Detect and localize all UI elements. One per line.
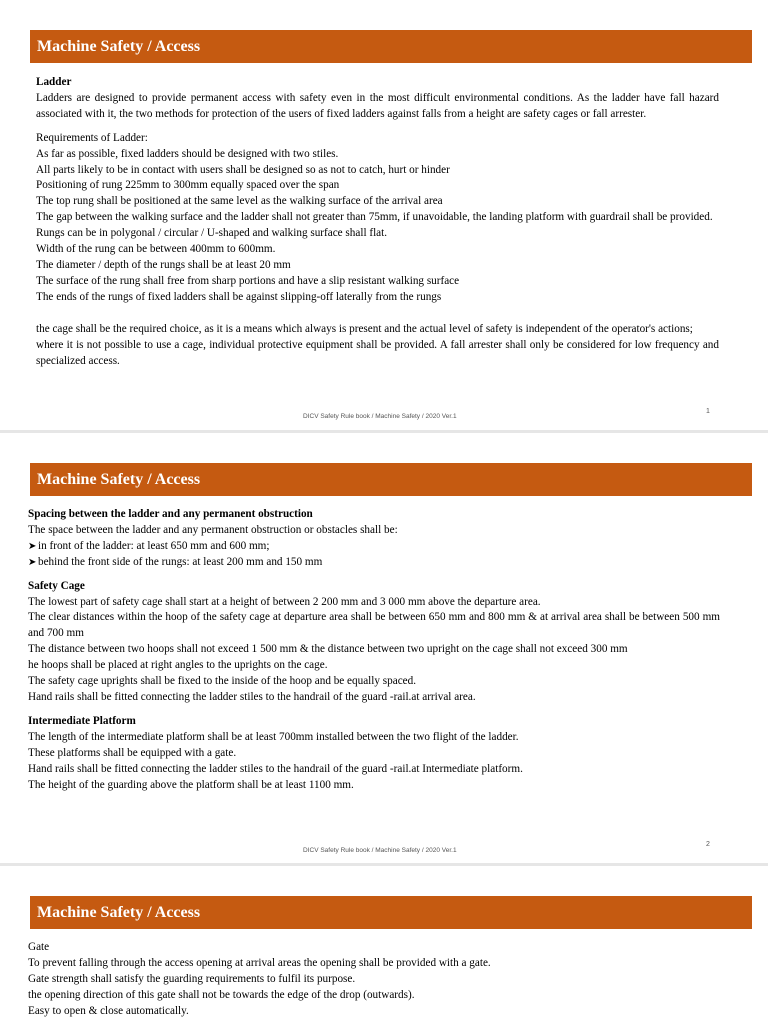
spacing-intro: The space between the ladder and any permanent obstruction or obstacles shall be: bbox=[28, 523, 398, 536]
gate-line: Gate strength shall satisfy the guarding requirements to fulfil its purpose. bbox=[28, 972, 356, 985]
cage-line: The lowest part of safety cage shall start at a height of between 2 200 mm and 3 000 mm above the departure area. bbox=[28, 595, 541, 608]
slide-title: Machine Safety / Access bbox=[30, 896, 752, 929]
cage-line: Hand rails shall be fitted connecting the ladder stiles to the handrail of the guard -rail.at arrival area. bbox=[28, 690, 476, 703]
cage-paragraph: the cage shall be the required choice, as it is a means which always is present and the actual level of safety is independent of the operator's actions; bbox=[36, 322, 693, 335]
requirement-line: The diameter / depth of the rungs shall be at least 20 mm bbox=[36, 258, 291, 271]
gate-heading: Gate bbox=[28, 941, 50, 953]
fall-arrester-paragraph: where it is not possible to use a cage, individual protective equipment shall be provided. A fall arrester shall only be considered for low frequency and specialized access. bbox=[36, 338, 719, 367]
section-heading-spacing: Spacing between the ladder and any permanent obstruction bbox=[28, 508, 313, 520]
arrow-bullet-icon: ➤ bbox=[28, 540, 37, 552]
slide-body bbox=[28, 507, 720, 793]
requirement-line: All parts likely to be in contact with users shall be designed so as not to catch, hurt or hinder bbox=[36, 163, 450, 176]
cage-line: The safety cage uprights shall be fixed to the inside of the hoop and be equally spaced. bbox=[28, 675, 417, 688]
page-number: 2 bbox=[706, 841, 710, 848]
gate-line: Easy to open & close automatically. bbox=[28, 1004, 189, 1017]
list-item: ➤ in front of the ladder: at least 650 mm and 600 mm; bbox=[28, 539, 720, 555]
page-number: 1 bbox=[706, 408, 710, 415]
cage-line: he hoops shall be placed at right angles to the uprights on the cage. bbox=[28, 659, 328, 672]
requirement-line: Width of the rung can be between 400mm to 600mm. bbox=[36, 243, 276, 256]
gate-line: the opening direction of this gate shall not be towards the edge of the drop (outwards). bbox=[28, 988, 415, 1001]
requirements-title: Requirements of Ladder: bbox=[36, 131, 148, 144]
requirement-line: The ends of the rungs of fixed ladders shall be against slipping-off laterally from the rungs bbox=[36, 290, 442, 303]
platform-line: The height of the guarding above the platform shall be at least 1100 mm. bbox=[28, 778, 354, 791]
cage-line: The clear distances within the hoop of the safety cage at departure area shall be between 650 mm and 800 mm & at arrival area shall be between 500 mm and 700 mm bbox=[28, 611, 720, 640]
arrow-bullet-icon: ➤ bbox=[28, 556, 37, 568]
slide-title: Machine Safety / Access bbox=[30, 30, 752, 63]
slide-body bbox=[36, 75, 719, 369]
section-heading-ladder: Ladder bbox=[36, 76, 72, 88]
gate-line: To prevent falling through the access opening at arrival areas the opening shall be provided with a gate. bbox=[28, 956, 491, 969]
slide-3 bbox=[0, 866, 768, 1024]
requirement-line: Positioning of rung 225mm to 300mm equally spaced over the span bbox=[36, 179, 340, 192]
cage-line: The distance between two hoops shall not exceed 1 500 mm & the distance between two upright on the cage shall not exceed 300 mm bbox=[28, 643, 628, 656]
section-heading-intermediate-platform: Intermediate Platform bbox=[28, 714, 136, 727]
list-item: ➤ behind the front side of the rungs: at least 200 mm and 150 mm bbox=[28, 555, 720, 571]
slide-1 bbox=[0, 0, 768, 430]
requirement-line: The top rung shall be positioned at the same level as the walking surface of the arrival area bbox=[36, 195, 443, 208]
platform-line: The length of the intermediate platform shall be at least 700mm installed between the two flight of the ladder. bbox=[28, 730, 519, 743]
slide-footer: DICV Safety Rule book / Machine Safety / 2020 Ver.1 bbox=[303, 413, 457, 420]
platform-line: These platforms shall be equipped with a gate. bbox=[28, 746, 237, 759]
requirement-line: Rungs can be in polygonal / circular / U-shaped and walking surface shall flat. bbox=[36, 227, 388, 240]
requirement-line: The gap between the walking surface and the ladder shall not greater than 75mm, if unavoidable, the landing platform with guardrail shall be provided. bbox=[36, 211, 713, 224]
requirement-line: The surface of the rung shall free from sharp portions and have a slip resistant walking surface bbox=[36, 274, 460, 287]
requirement-line: As far as possible, fixed ladders should be designed with two stiles. bbox=[36, 147, 339, 160]
slide-title: Machine Safety / Access bbox=[30, 463, 752, 496]
platform-line: Hand rails shall be fitted connecting the ladder stiles to the handrail of the guard -rail.at Intermediate platform. bbox=[28, 762, 523, 775]
slide-footer: DICV Safety Rule book / Machine Safety / 2020 Ver.1 bbox=[303, 847, 457, 854]
slide-body bbox=[28, 940, 720, 1020]
section-heading-safety-cage: Safety Cage bbox=[28, 579, 85, 592]
intro-paragraph: Ladders are designed to provide permanent access with safety even in the most difficult environmental conditions. As the ladder have fall hazard associated with it, the two methods for protection of the users of fixed ladders against falls from a height are safety cages or fall arrester. bbox=[36, 91, 719, 120]
slide-2 bbox=[0, 433, 768, 863]
